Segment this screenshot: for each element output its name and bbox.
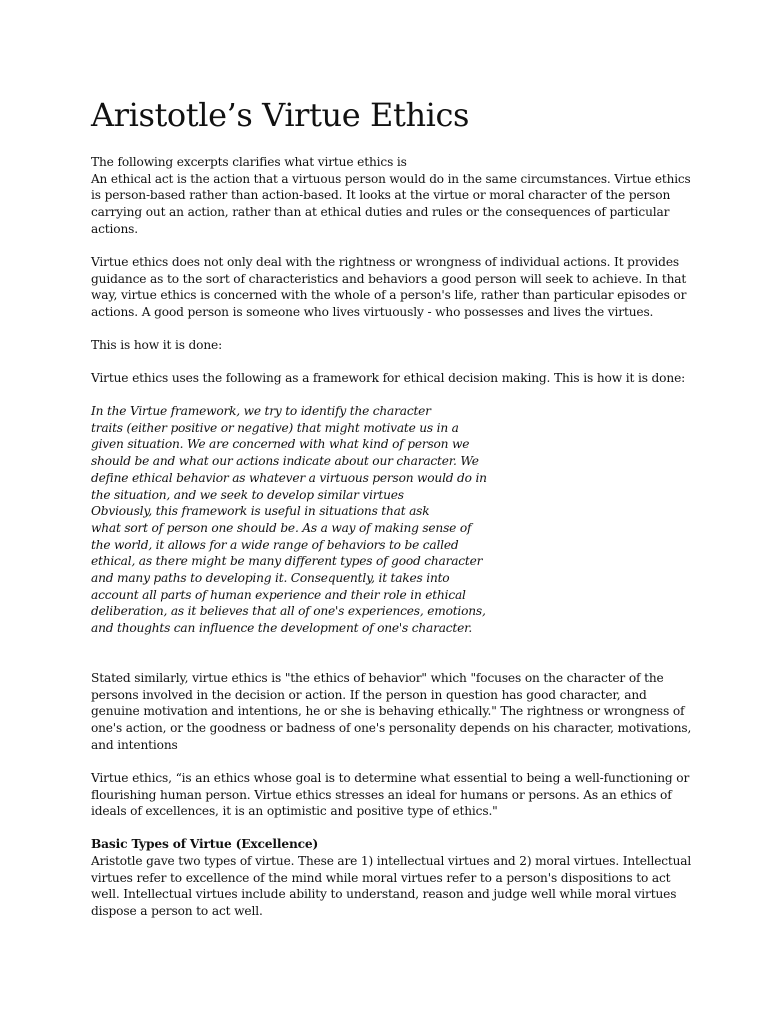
text-line: An ethical act is the action that a virtuous person would do in the same circumstances. Virtue ethics	[91, 171, 691, 186]
text-line: way, virtue ethics is concerned with the whole of a person's life, rather than particular episodes or	[91, 288, 687, 303]
text-line: dispose a person to act well.	[91, 904, 263, 919]
text-line: well. Intellectual virtues include ability to understand, reason and judge well while moral virtues	[91, 887, 677, 902]
quote-line: given situation. We are concerned with what kind of person we	[91, 437, 470, 452]
quote-block	[91, 403, 487, 637]
text-line: Aristotle gave two types of virtue. These are 1) intellectual virtues and 2) moral virtues. Intellectual	[91, 854, 692, 868]
text-line: virtues refer to excellence of the mind while moral virtues refer to a person's dispositions to act	[91, 870, 671, 885]
quote-line: ethical, as there might be many different types of good character	[91, 554, 483, 569]
quote-line: traits (either positive or negative) that might motivate us in a	[91, 420, 459, 435]
quote-line: Obviously, this framework is useful in situations that ask	[91, 504, 430, 519]
quote-line: deliberation, as it believes that all of one's experiences, emotions,	[91, 604, 486, 619]
text-line: This is how it is done:	[91, 338, 223, 352]
section-heading	[91, 836, 318, 853]
quote-line: define ethical behavior as whatever a virtuous person would do in	[91, 470, 487, 485]
text-line: genuine motivation and intentions, he or she is behaving ethically." The rightness or wrongness of	[91, 704, 685, 719]
text-line: flourishing human person. Virtue ethics stresses an ideal for humans or persons. As an ethics of	[91, 787, 672, 802]
quote-line: the situation, and we seek to develop similar virtues	[91, 487, 404, 502]
text-line: one's action, or the goodness or badness of one's personality depends on his character, motivations,	[91, 721, 692, 736]
paragraph-virtue-ethics	[91, 254, 686, 321]
quote-line: should be and what our actions indicate about our character. We	[91, 454, 479, 469]
paragraph-virtue-goal	[91, 770, 689, 820]
paragraph-how-done	[91, 337, 222, 354]
quote-line: account all parts of human experience and their role in ethical	[91, 587, 466, 602]
quote-line: what sort of person one should be. As a way of making sense of	[91, 520, 472, 535]
quote-line: and many paths to developing it. Consequently, it takes into	[91, 571, 450, 586]
heading-line: Basic Types of Virtue (Excellence)	[91, 837, 319, 851]
text-line: is person-based rather than action-based. It looks at the virtue or moral character of the person	[91, 188, 671, 203]
text-line: ideals of excellences, it is an optimistic and positive type of ethics."	[91, 804, 498, 819]
text-line: and intentions	[91, 737, 178, 752]
text-line: Virtue ethics does not only deal with the rightness or wrongness of individual actions. It provides	[91, 255, 679, 269]
text-line: carrying out an action, rather than at ethical duties and rules or the consequences of particular	[91, 205, 670, 220]
quote-line: In the Virtue framework, we try to identify the character	[91, 404, 431, 418]
page-title: Aristotle’s Virtue Ethics	[91, 96, 470, 134]
text-line: Virtue ethics, “is an ethics whose goal is to determine what essential to being a well-functioning or	[91, 771, 690, 785]
text-line: The following excerpts clarifies what virtue ethics is	[91, 155, 407, 169]
text-line: guidance as to the sort of characteristics and behaviors a good person will seek to achieve. In that	[91, 271, 687, 286]
paragraph-framework-intro	[91, 370, 685, 387]
text-line: actions.	[91, 221, 139, 236]
paragraph-virtue-types	[91, 853, 694, 920]
text-line: Virtue ethics uses the following as a framework for ethical decision making. This is how it is done:	[91, 371, 686, 385]
quote-line: the world, it allows for a wide range of behaviors to be called	[91, 537, 459, 552]
text-line: persons involved in the decision or action. If the person in question has good character, and	[91, 687, 647, 702]
text-line: Stated similarly, virtue ethics is "the ethics of behavior" which "focuses on the character of the	[91, 671, 664, 685]
paragraph-stated-similarly	[91, 670, 695, 754]
text-line: actions. A good person is someone who lives virtuously - who possesses and lives the virtues.	[91, 305, 654, 320]
paragraph-intro	[91, 154, 698, 238]
quote-line: and thoughts can influence the development of one's character.	[91, 621, 473, 636]
